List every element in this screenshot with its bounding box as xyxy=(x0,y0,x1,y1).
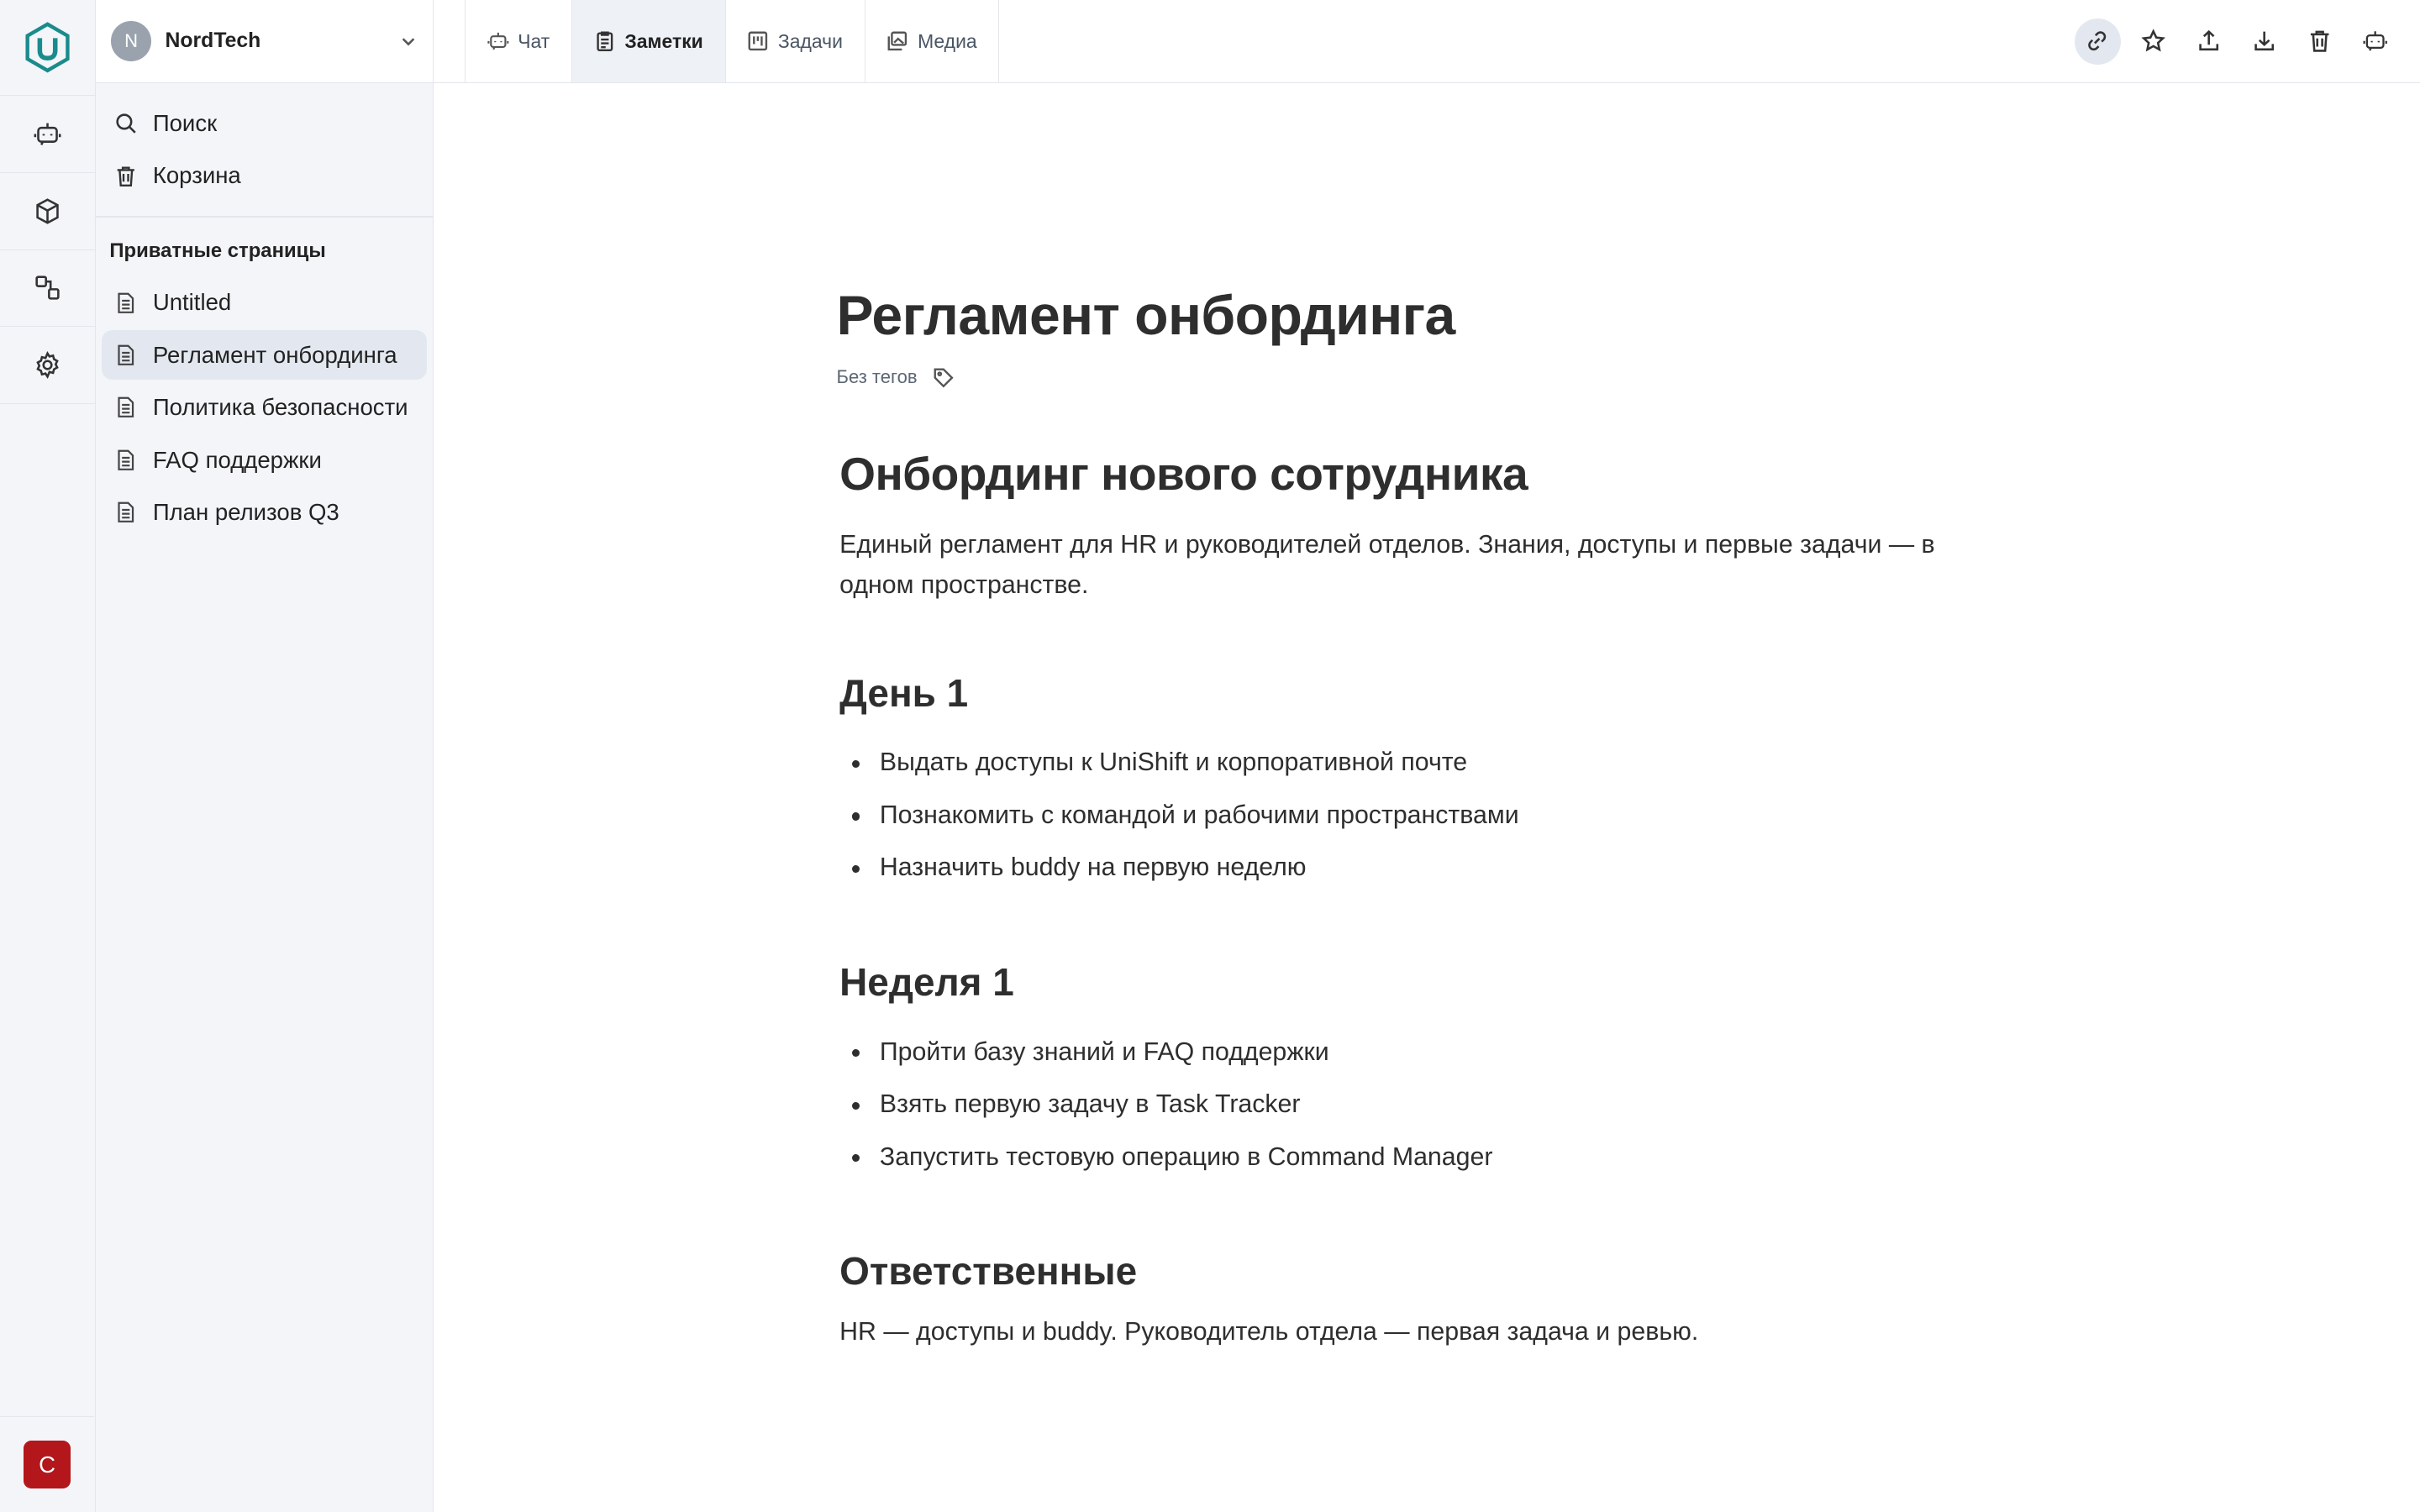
document-icon xyxy=(114,396,138,419)
rail-user-area xyxy=(0,1416,94,1512)
tab-notes[interactable] xyxy=(572,0,726,82)
editor-area xyxy=(434,83,2420,1512)
tab-label: Чат xyxy=(518,29,550,52)
cube-icon xyxy=(34,197,61,225)
list-item: Назначить buddy на первую неделю xyxy=(839,842,2009,894)
rail-settings[interactable] xyxy=(0,327,95,404)
tags-row[interactable] xyxy=(836,366,2009,388)
section-heading-week1: Неделя 1 xyxy=(839,959,1014,1004)
page-actions xyxy=(2065,0,2420,82)
clipboard-icon xyxy=(594,30,616,52)
app-logo[interactable] xyxy=(0,0,95,96)
sidebar-item-label: Корзина xyxy=(152,162,241,189)
document[interactable] xyxy=(836,284,2009,1352)
document-icon xyxy=(114,291,138,315)
tab-chat[interactable] xyxy=(465,0,572,82)
top-bar xyxy=(434,0,2420,83)
rail-workflow[interactable] xyxy=(0,250,95,328)
page-item-onboarding[interactable] xyxy=(102,330,427,380)
rail-cube[interactable] xyxy=(0,173,95,250)
document-icon xyxy=(114,501,138,524)
tab-tasks[interactable] xyxy=(726,0,865,82)
page-item-label: Untitled xyxy=(152,289,232,316)
tag-icon xyxy=(933,366,955,388)
section-heading-day1: День 1 xyxy=(839,670,969,715)
section-heading-owners: Ответственные xyxy=(839,1249,1138,1294)
trash-icon xyxy=(2307,29,2332,53)
page-item-label: Политика безопасности xyxy=(152,394,408,421)
week1-list xyxy=(839,1026,2009,1184)
sidebar-top-group xyxy=(96,83,433,216)
doc-heading: Онбординг нового сотрудника xyxy=(839,447,1528,500)
sidebar-item-search[interactable] xyxy=(102,99,427,149)
list-item: Запустить тестовую операцию в Command Manager xyxy=(839,1131,2009,1184)
page-item-faq[interactable] xyxy=(102,435,427,485)
tags-label: Без тегов xyxy=(836,365,918,387)
chat-bot-icon xyxy=(34,120,61,148)
sidebar xyxy=(96,0,434,1512)
list-item: Пройти базу знаний и FAQ поддержки xyxy=(839,1026,2009,1079)
icon-rail xyxy=(0,0,96,1512)
chat-bot-icon xyxy=(2363,29,2387,53)
private-pages-list xyxy=(96,272,433,553)
page-item-untitled[interactable] xyxy=(102,278,427,328)
rail-chat-bot[interactable] xyxy=(0,96,95,173)
list-item: Выдать доступы к UniShift и корпоративной почте xyxy=(839,737,2009,789)
export-button[interactable] xyxy=(2186,18,2232,65)
chevron-down-icon xyxy=(399,32,418,50)
link-icon xyxy=(2085,29,2109,53)
ai-assistant-button[interactable] xyxy=(2352,18,2398,65)
kanban-icon xyxy=(747,30,769,52)
user-avatar[interactable]: C xyxy=(24,1441,71,1488)
list-item: Взять первую задачу в Task Tracker xyxy=(839,1079,2009,1131)
search-icon xyxy=(114,112,138,135)
download-icon xyxy=(2252,29,2276,53)
page-item-release-plan[interactable] xyxy=(102,488,427,538)
delete-button[interactable] xyxy=(2296,18,2343,65)
upload-icon xyxy=(2196,29,2221,53)
gear-icon xyxy=(34,351,61,379)
workspace-switcher[interactable] xyxy=(96,0,433,83)
star-icon xyxy=(2141,29,2165,53)
download-button[interactable] xyxy=(2241,18,2287,65)
private-pages-header: Приватные страницы xyxy=(109,239,326,262)
page-item-security-policy[interactable] xyxy=(102,383,427,433)
images-icon xyxy=(886,30,908,52)
chat-bot-icon xyxy=(487,30,509,52)
page-item-label: FAQ поддержки xyxy=(152,446,322,473)
workspace-avatar: N xyxy=(111,21,151,61)
sidebar-item-label: Поиск xyxy=(152,109,218,136)
page-item-label: План релизов Q3 xyxy=(152,499,339,526)
document-icon xyxy=(114,344,138,367)
day1-list xyxy=(839,737,2009,894)
page-item-label: Регламент онбординга xyxy=(152,341,397,368)
tab-label: Задачи xyxy=(777,29,843,52)
tab-label: Заметки xyxy=(624,29,703,52)
copy-link-button[interactable] xyxy=(2075,18,2121,65)
tab-media[interactable] xyxy=(865,0,1000,82)
document-icon xyxy=(114,449,138,472)
unishift-logo-icon xyxy=(24,23,71,72)
owners-text: HR — доступы и buddy. Руководитель отдела — первая задача и ревью. xyxy=(839,1318,1699,1347)
favorite-button[interactable] xyxy=(2130,18,2176,65)
tab-label: Медиа xyxy=(918,29,977,52)
page-title[interactable]: Регламент онбординга xyxy=(836,284,1455,347)
workspace-name: NordTech xyxy=(165,29,261,53)
workflow-icon xyxy=(34,274,61,302)
list-item: Познакомить с командой и рабочими пространствами xyxy=(839,790,2009,842)
doc-intro: Единый регламент для HR и руководителей отделов. Знания, доступы и первые задачи — в одном пространстве. xyxy=(839,531,1935,599)
sidebar-item-trash[interactable] xyxy=(102,151,427,201)
trash-icon xyxy=(114,165,138,188)
